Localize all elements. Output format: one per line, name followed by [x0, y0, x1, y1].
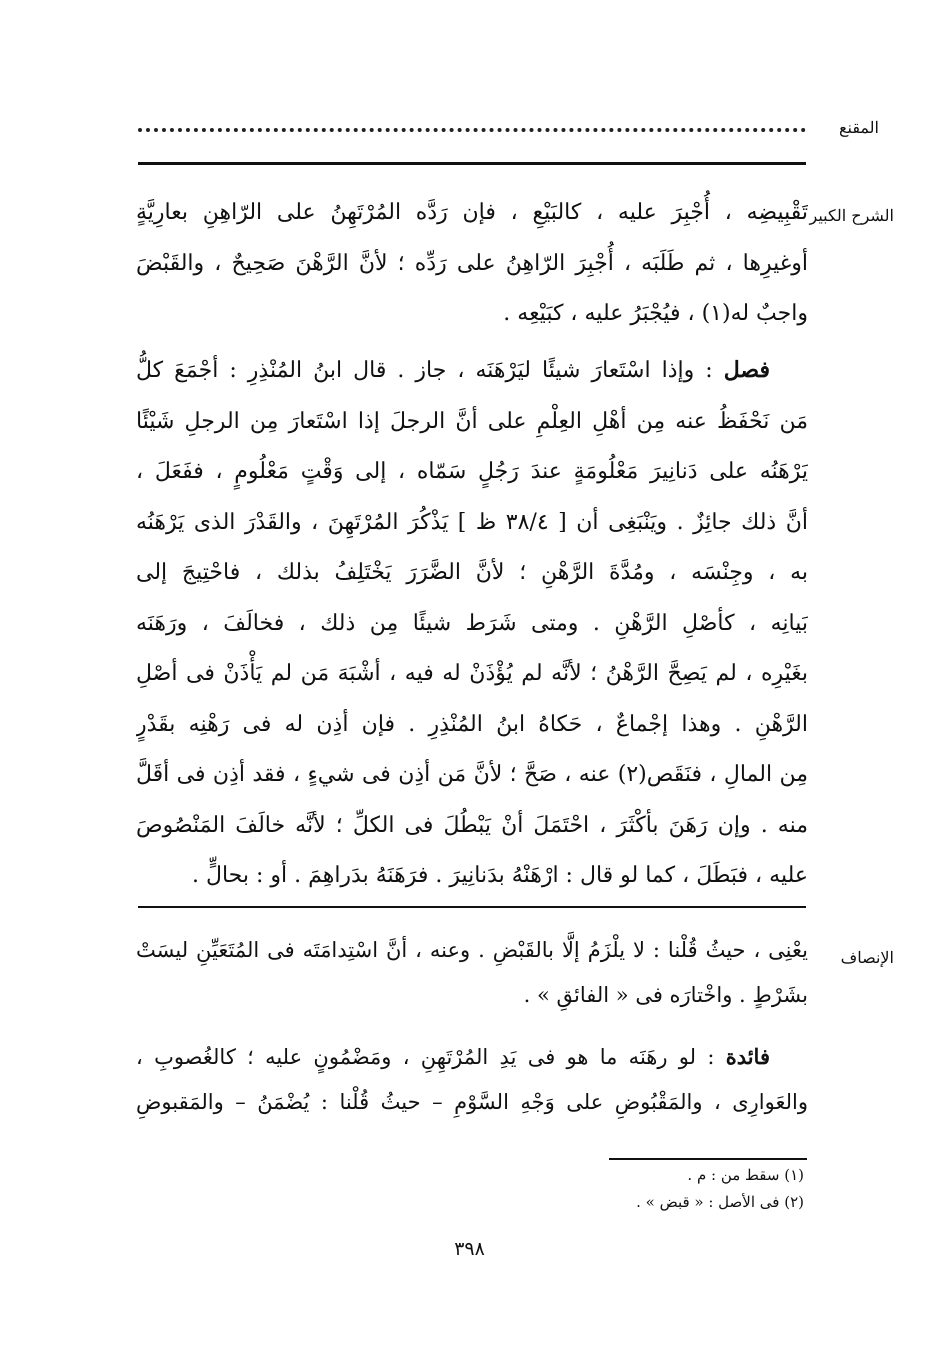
fasl-line: يَرْهَنُه على دَنانِيرَ مَعْلُومَةٍ عندَ رَجُلٍ سَمّاه ، إلى وَقْتٍ مَعْلُومٍ ، ففَعَلَ ،	[136, 459, 808, 484]
section-separator	[138, 906, 806, 908]
fasl-line: منه . وإن رَهَنَ بأكْثَرَ ، احْتَمَلَ أنْ يَبْطُلَ فى الكلِّ ؛ لأنَّه خالَفَ المَنْصُوصَ	[136, 812, 808, 838]
fasl-line: الرَّهْنِ . وهذا إجْماعٌ ، حَكاهُ ابنُ المُنْذِرِ . فإن أذِن له فى رَهْنِه بقَدْرٍ	[136, 711, 808, 737]
footnote: (١) سقط من : م .	[687, 1166, 804, 1184]
sharh-side-label: الشرح الكبير	[809, 206, 894, 225]
footnotes	[404, 1162, 804, 1216]
fasl-line: مِن المالِ ، فنَقَص(٢) عنه ، صَحَّ ؛ لأنَّ مَن أذِن فى شيءٍ ، فقد أذِن فى أقَلَّ	[136, 762, 808, 787]
insaf-paragraph	[136, 928, 808, 1018]
fasl-line: مَن نَحْفَظُ عنه مِن أهْلِ العِلْمِ على أنَّ الرجلَ إذا اسْتَعارَ مِن الرجلِ شَيْئًا	[136, 408, 808, 434]
faida-line-text: : لو رهَنَه ما هو فى يَدِ المُرْتَهِنِ ، ومَضْمُونٍ عليه ؛ كالغُصوبِ ،	[136, 1045, 715, 1069]
sharh-paragraph	[136, 188, 808, 340]
fasl-line: بغَيْرِه ، لم يَصِحَّ الرَّهْنُ ؛ لأنَّه لم يُؤْذَنْ له فيه ، أشْبَهَ مَن لم يَأْذَنْ فى أصْلِ	[136, 661, 808, 686]
footnote: (٢) فى الأصل : « قبض » .	[636, 1193, 804, 1211]
header-dotted-line	[138, 128, 806, 132]
fasl-line: بَيانِه ، كأصْلِ الرَّهْنِ . ومتى شَرَط شيئًا مِن ذلك ، فخالَفَ ، ورَهَنَه	[136, 610, 808, 636]
sharh-line: تَقْبِيضِه ، أُجْبِرَ عليه ، كالبَيْعِ ، فإن رَدَّه المُرْتَهِنُ على الرّاهِنِ بعارِيَّةٍ	[136, 200, 808, 225]
faida-line: والعَوارِى ، والمَقْبُوضِ على وَجْهِ السَّوْمِ – حيثُ قُلْنا : يُضْمَنُ – والمَقبوضِ	[136, 1090, 808, 1114]
fasl-line	[136, 345, 808, 397]
faida-heading: فائدة	[725, 1044, 770, 1069]
fasl-paragraph	[136, 345, 808, 902]
sharh-line: واجبٌ له(١) ، فيُجْبَرُ عليه ، كبَيْعِه .	[503, 301, 808, 326]
fasl-heading: فصل	[723, 357, 770, 383]
page-number: ٣٩٨	[454, 1238, 485, 1260]
fasl-line: به ، وجِنْسَه ، ومُدَّةَ الرَّهْنِ ؛ لأنَّ الضَّرَرَ يَخْتَلِفُ بذلك ، فاحْتِيجَ إلى	[136, 560, 808, 585]
fasl-line: عليه ، فبَطَلَ ، كما لو قال : ارْهَنْهُ بدَنانِيرَ . فرَهَنَهُ بدَراهِمَ . أو : بحالٍّ .	[191, 863, 808, 888]
header-book-title: المقنع	[838, 118, 879, 137]
insaf-side-label: الإنصاف	[840, 948, 894, 967]
faida-line	[136, 1034, 808, 1080]
footnote-rule	[609, 1158, 807, 1160]
insaf-line: بشَرْطٍ . واخْتارَه فى « الفائقِ » .	[523, 983, 808, 1007]
fasl-line-text: : وإذا اسْتَعارَ شيئًا ليَرْهَنَه ، جاز . قال ابنُ المُنْذِرِ : أجْمَعَ كلُّ	[136, 358, 713, 383]
insaf-line: يعْنِى ، حيثُ قُلْنا : لا يلْزَمُ إلَّا بالقَبْضِ . وعنه ، أنَّ اسْتِدامَتَه فى المُتَعَيِّنِ ليسَتْ	[136, 938, 808, 962]
fasl-line: أنَّ ذلك جائِزٌ . ويَنْبَغِى أن [ ٣٨/٤ ظ ] يَذْكُرَ المُرْتَهِنَ ، والقَدْرَ الذى يَرْهَنُه	[136, 509, 808, 535]
sharh-line: أوغيرِها ، ثم طَلَبَه ، أُجْبِرَ الرّاهِنُ على رَدِّه ؛ لأنَّ الرَّهْنَ صَحِيحٌ ، والقَبْضَ	[136, 250, 808, 276]
faida-paragraph	[136, 1034, 808, 1125]
header-rule	[138, 162, 806, 165]
